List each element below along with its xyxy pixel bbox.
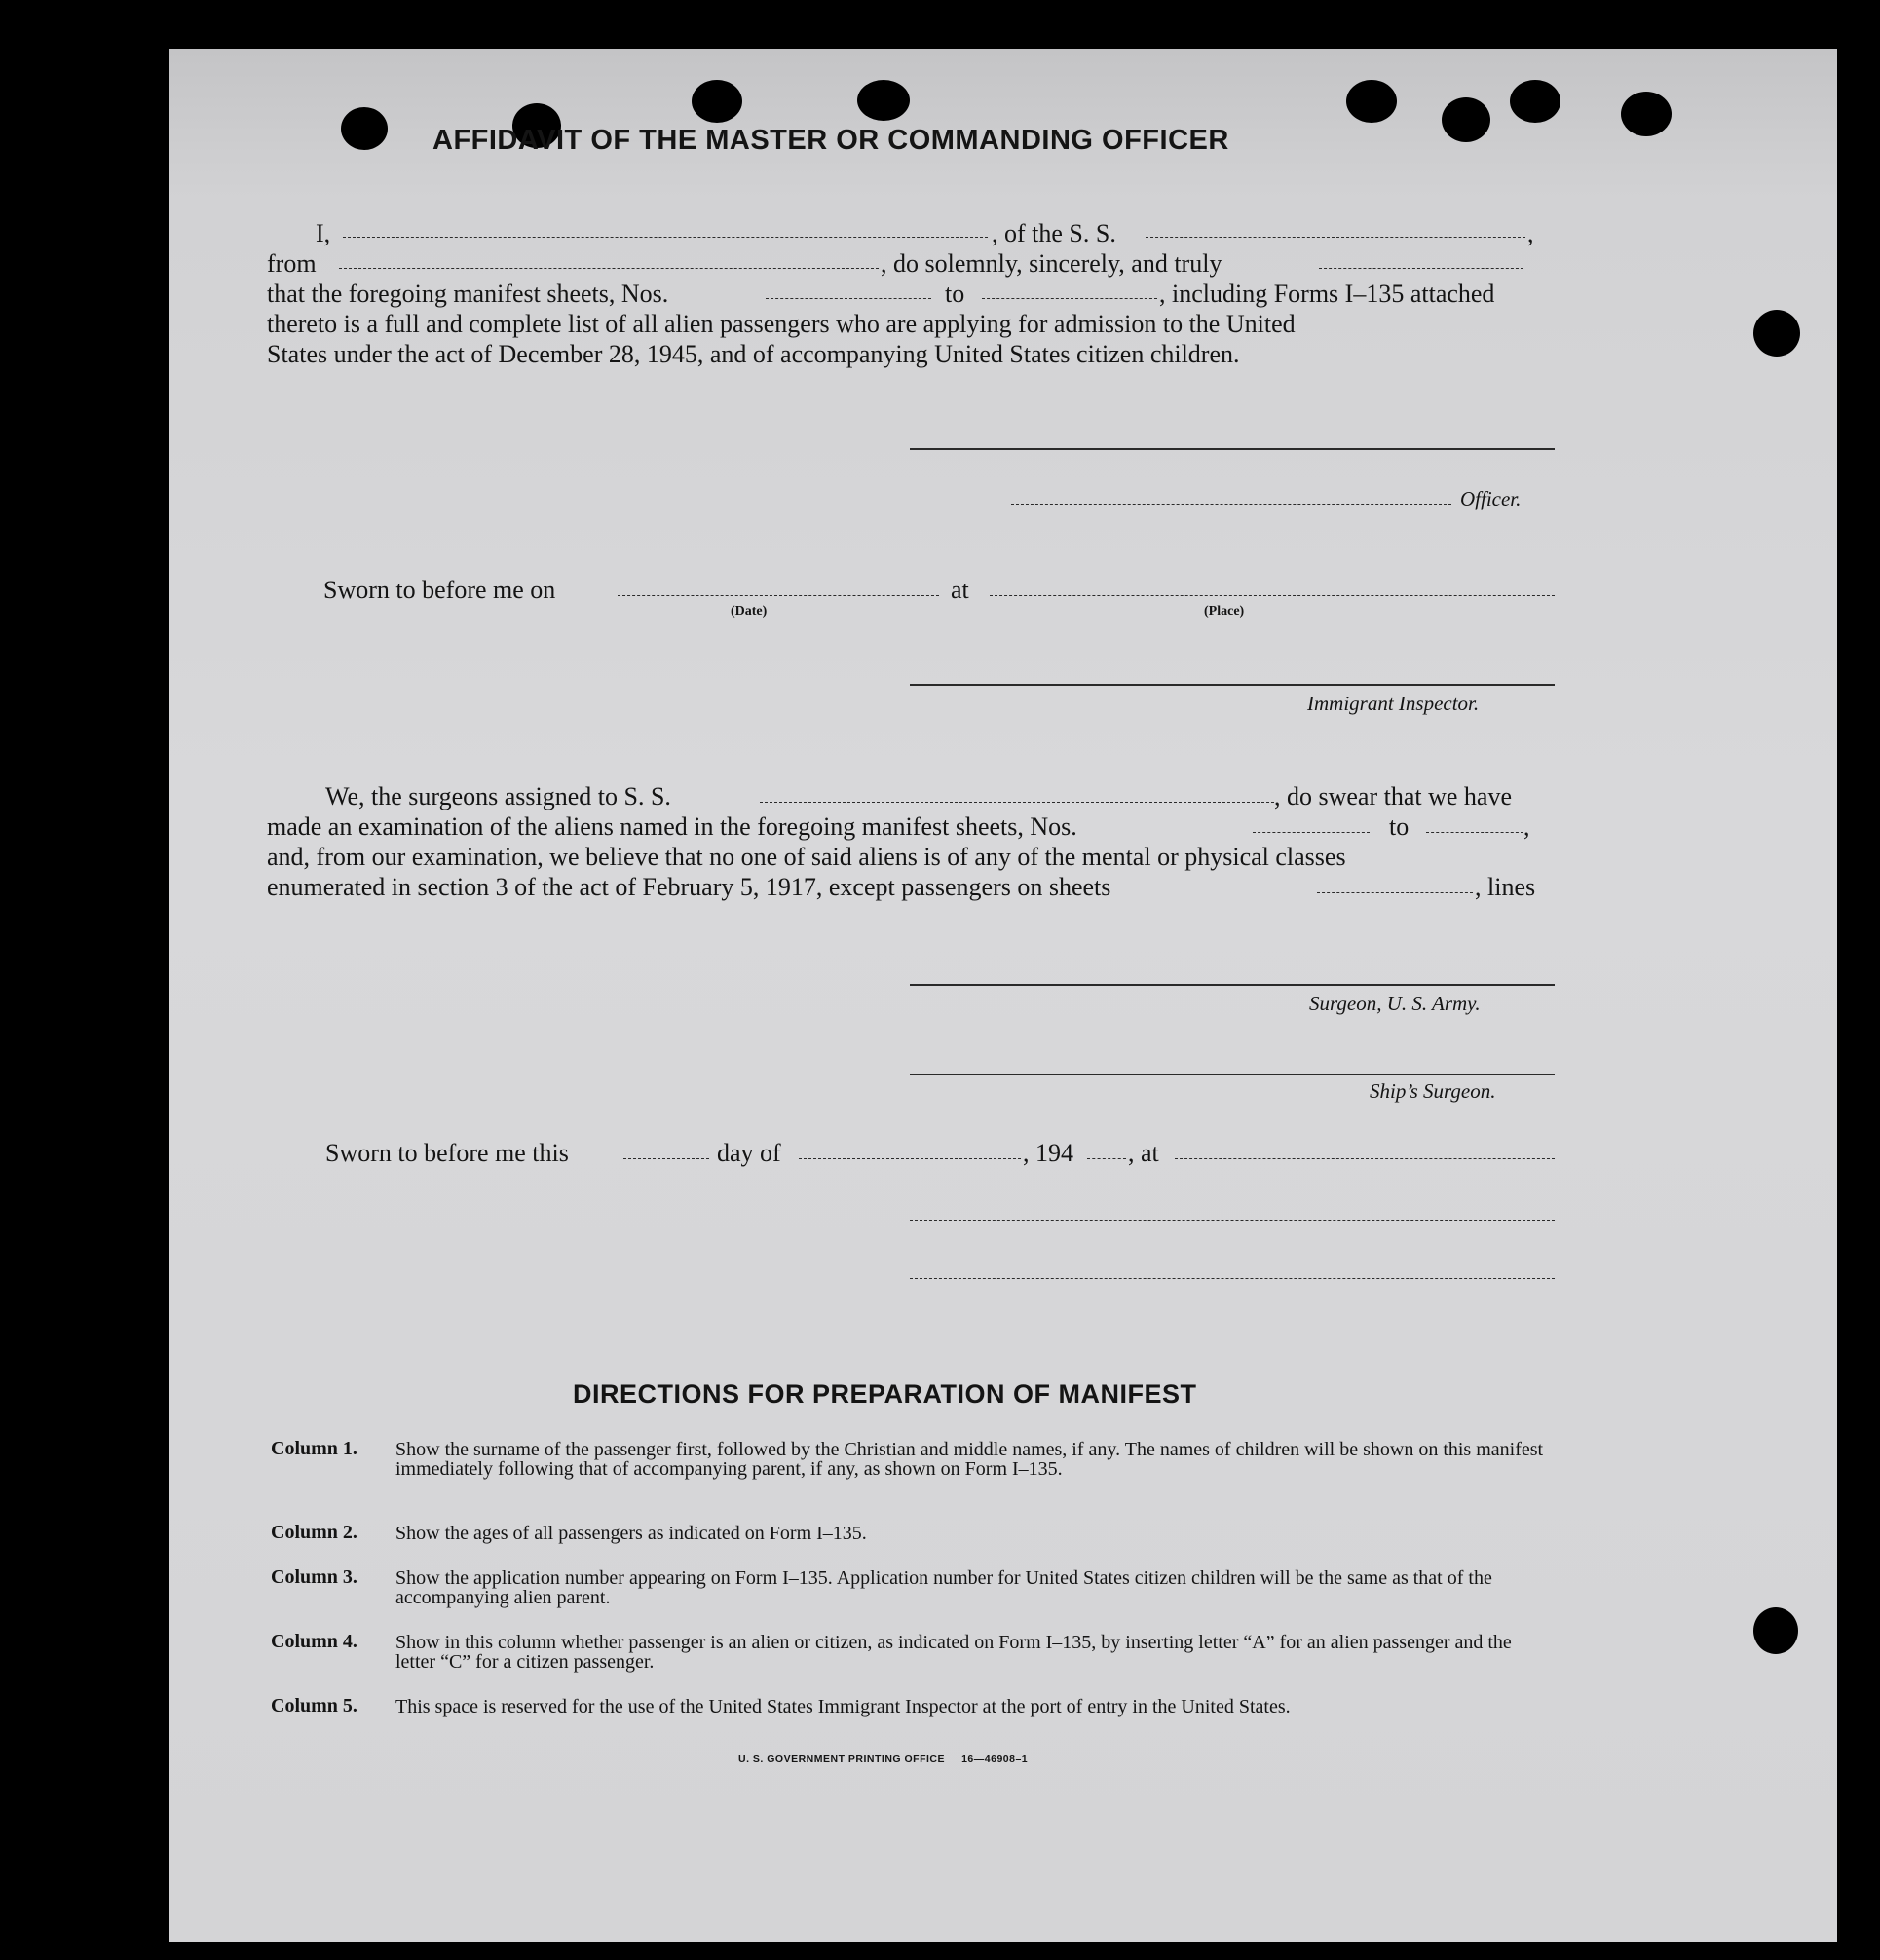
sworn-text: day of [717, 1139, 781, 1167]
army-surgeon-caption: Surgeon, U. S. Army. [1309, 992, 1481, 1015]
surgeons-text: , lines [1475, 873, 1536, 901]
affidavit-text: , do solemnly, sincerely, and truly [881, 249, 1222, 278]
sworn-text: at [951, 576, 969, 604]
affidavit-text: thereto is a full and complete list of all alien passengers who are applying for admission to the United [267, 310, 1296, 338]
punch-hole [1753, 1607, 1798, 1654]
surgeons-text: , [1523, 812, 1530, 841]
punch-hole [1510, 80, 1560, 123]
signature-field[interactable] [910, 1220, 1555, 1221]
sworn-text: Sworn to before me this [325, 1139, 569, 1167]
affidavit-text: I, [316, 219, 331, 247]
punch-hole [1346, 80, 1397, 123]
column-label: Column 1. [271, 1438, 357, 1459]
page-title: AFFIDAVIT OF THE MASTER OR COMMANDING OFFICER [432, 125, 1229, 156]
ship-name-field[interactable] [1146, 237, 1525, 238]
column-label: Column 2. [271, 1522, 357, 1543]
sworn-text: , 194 [1023, 1139, 1073, 1167]
column-label: Column 5. [271, 1695, 357, 1716]
ships-surgeon-caption: Ship’s Surgeon. [1370, 1079, 1496, 1103]
sworn-place-field-2[interactable] [1175, 1158, 1555, 1159]
surgeons-text: We, the surgeons assigned to S. S. [325, 782, 671, 810]
punch-hole [341, 107, 388, 150]
punch-hole [1621, 92, 1672, 136]
surgeons-text: to [1389, 812, 1410, 841]
column-description: Show the ages of all passengers as indicated on Form I–135. [395, 1523, 867, 1544]
column-description: Show the application number appearing on Form I–135. Application number for United States citizen children will be the same as that of the accompanying alien parent. [395, 1567, 1492, 1608]
punch-hole [857, 80, 910, 121]
printing-office-footer: U. S. GOVERNMENT PRINTING OFFICE 16—46908–1 [738, 1753, 1029, 1765]
officer-caption: Officer. [1460, 487, 1522, 510]
sheet-from-field[interactable] [766, 298, 931, 299]
sworn-year-field[interactable] [1087, 1158, 1126, 1159]
sworn-month-field[interactable] [799, 1158, 1021, 1159]
surgeons-text: , do swear that we have [1274, 782, 1513, 810]
surgeons-text: made an examination of the aliens named in the foregoing manifest sheets, Nos. [267, 812, 1077, 841]
army-surgeon-signature-line[interactable] [910, 984, 1555, 986]
affidavit-text: , including Forms I–135 attached [1159, 280, 1495, 308]
surgeons-text: and, from our examination, we believe that no one of said aliens is of any of the mental or physical classes [267, 843, 1346, 871]
column-description: Show in this column whether passenger is an alien or citizen, as indicated on Form I–135, by inserting letter “A” for an alien passenger and the letter “C” for a citizen passenger. [395, 1632, 1512, 1673]
punch-hole [1442, 97, 1490, 142]
affidavit-text: , [1527, 219, 1534, 247]
place-caption: (Place) [1204, 604, 1245, 619]
affirm-field[interactable] [1319, 268, 1523, 269]
signature-line[interactable] [910, 448, 1555, 450]
surgeons-ship-field[interactable] [760, 802, 1274, 803]
inspector-signature-line[interactable] [910, 684, 1555, 686]
punch-hole [692, 80, 742, 123]
affidavit-text: States under the act of December 28, 1945, and of accompanying United States citizen children. [267, 340, 1240, 368]
sheet-to-field[interactable] [982, 298, 1157, 299]
inspector-caption: Immigrant Inspector. [1307, 692, 1480, 715]
signature-field[interactable] [910, 1278, 1555, 1279]
sworn-date-field[interactable] [618, 595, 939, 596]
sworn-place-field[interactable] [990, 595, 1555, 596]
punch-hole [1753, 310, 1800, 357]
except-sheets-field[interactable] [1317, 892, 1473, 893]
sworn-text: , at [1128, 1139, 1159, 1167]
column-label: Column 4. [271, 1631, 357, 1652]
column-description: Show the surname of the passenger first, followed by the Christian and middle names, if any. The names of children will be shown on this manifest immediately following that of accompanying parent, if any, as shown on Form I–135. [395, 1439, 1544, 1480]
from-port-field[interactable] [339, 268, 879, 269]
officer-signature-field[interactable] [1011, 504, 1451, 505]
document-page [169, 49, 1837, 1942]
date-caption: (Date) [731, 604, 768, 619]
column-label: Column 3. [271, 1566, 357, 1588]
ships-surgeon-signature-line[interactable] [910, 1074, 1555, 1075]
surgeons-sheet-from-field[interactable] [1253, 832, 1370, 833]
officer-name-field[interactable] [343, 237, 988, 238]
affidavit-text: to [945, 280, 965, 308]
column-description: This space is reserved for the use of the United States Immigrant Inspector at the port of entry in the United States. [395, 1696, 1291, 1717]
affidavit-text: , of the S. S. [992, 219, 1116, 247]
affidavit-text: from [267, 249, 317, 278]
surgeons-sheet-to-field[interactable] [1426, 832, 1523, 833]
affidavit-text: that the foregoing manifest sheets, Nos. [267, 280, 669, 308]
sworn-day-field[interactable] [623, 1158, 709, 1159]
sworn-text: Sworn to before me on [323, 576, 556, 604]
surgeons-text: enumerated in section 3 of the act of February 5, 1917, except passengers on sheets [267, 873, 1111, 901]
directions-title: DIRECTIONS FOR PREPARATION OF MANIFEST [573, 1379, 1197, 1409]
